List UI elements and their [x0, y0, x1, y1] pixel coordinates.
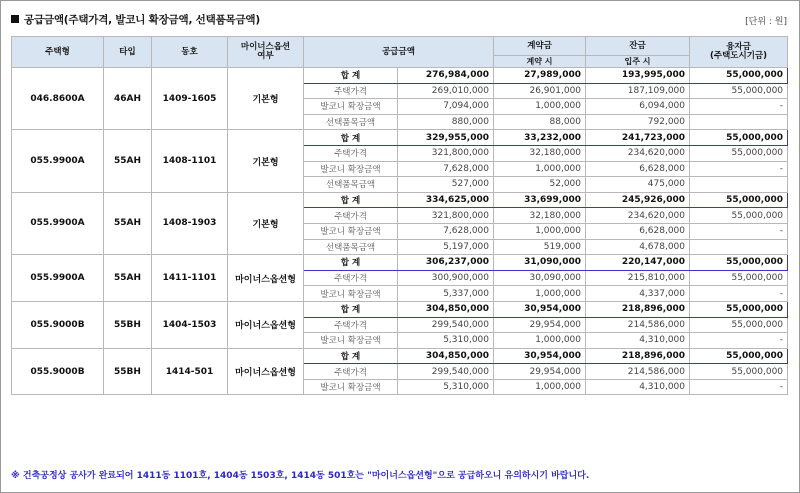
- cell-balance: 187,109,000: [586, 83, 690, 99]
- cell-amount: 306,237,000: [398, 255, 494, 271]
- cell-balance: 218,896,000: [586, 301, 690, 317]
- cell-amount: 5,310,000: [398, 333, 494, 349]
- cell-loan: 55,000,000: [690, 348, 788, 364]
- header-balance: 잔금: [586, 37, 690, 56]
- cell-unit: 1408-1903: [152, 192, 228, 254]
- cell-housing-type: 055.9000B: [12, 301, 104, 348]
- cell-unit: 1414-501: [152, 348, 228, 395]
- cell-unit: 1408-1101: [152, 130, 228, 192]
- cell-balance: 4,310,000: [586, 333, 690, 349]
- cell-amount: 321,800,000: [398, 208, 494, 224]
- cell-deposit: 30,954,000: [494, 348, 586, 364]
- cell-deposit: 1,000,000: [494, 161, 586, 177]
- cell-amount: 334,625,000: [398, 192, 494, 208]
- cell-category: 주택가격: [304, 270, 398, 286]
- cell-balance: 475,000: [586, 177, 690, 193]
- cell-loan: 55,000,000: [690, 301, 788, 317]
- cell-amount: 5,337,000: [398, 286, 494, 302]
- cell-loan: 55,000,000: [690, 83, 788, 99]
- cell-type: 55AH: [104, 130, 152, 192]
- cell-balance: 234,620,000: [586, 145, 690, 161]
- cell-deposit: 1,000,000: [494, 333, 586, 349]
- cell-balance: 6,628,000: [586, 223, 690, 239]
- cell-deposit: 26,901,000: [494, 83, 586, 99]
- cell-amount: 7,628,000: [398, 161, 494, 177]
- cell-deposit: 32,180,000: [494, 145, 586, 161]
- cell-type: 55AH: [104, 255, 152, 302]
- cell-housing-type: 055.9900A: [12, 255, 104, 302]
- cell-deposit: 31,090,000: [494, 255, 586, 271]
- cell-amount: 880,000: [398, 114, 494, 130]
- cell-loan: [690, 239, 788, 255]
- header-unit: 동호: [152, 37, 228, 68]
- table-row-total: [12, 255, 788, 271]
- cell-option: 기본형: [228, 68, 304, 130]
- cell-type: 55AH: [104, 192, 152, 254]
- cell-category: 발코니 확장금액: [304, 99, 398, 115]
- supply-price-table: [11, 36, 788, 395]
- cell-loan: [690, 114, 788, 130]
- cell-loan: -: [690, 379, 788, 395]
- header-type: 타입: [104, 37, 152, 68]
- cell-amount: 7,094,000: [398, 99, 494, 115]
- cell-deposit: 1,000,000: [494, 99, 586, 115]
- cell-loan: 55,000,000: [690, 317, 788, 333]
- cell-loan: -: [690, 286, 788, 302]
- cell-deposit: 32,180,000: [494, 208, 586, 224]
- header-minus-option-text: 마이너스옵션 여부: [240, 42, 291, 61]
- table-body: [12, 68, 788, 395]
- cell-deposit: 29,954,000: [494, 364, 586, 380]
- cell-balance: 193,995,000: [586, 68, 690, 84]
- cell-balance: 234,620,000: [586, 208, 690, 224]
- cell-deposit: 29,954,000: [494, 317, 586, 333]
- header-minus-option: [228, 37, 304, 68]
- cell-loan: 55,000,000: [690, 208, 788, 224]
- cell-loan: 55,000,000: [690, 192, 788, 208]
- cell-balance: 220,147,000: [586, 255, 690, 271]
- unit-label: [단위 : 원]: [745, 17, 787, 27]
- cell-loan: -: [690, 223, 788, 239]
- cell-amount: 299,540,000: [398, 317, 494, 333]
- cell-category: 주택가격: [304, 364, 398, 380]
- cell-amount: 5,197,000: [398, 239, 494, 255]
- cell-loan: -: [690, 161, 788, 177]
- cell-housing-type: 055.9900A: [12, 130, 104, 192]
- table-row-total: [12, 301, 788, 317]
- cell-category: 합 계: [304, 348, 398, 364]
- square-bullet-icon: [11, 15, 19, 23]
- cell-deposit: 1,000,000: [494, 223, 586, 239]
- cell-housing-type: 055.9000B: [12, 348, 104, 395]
- header-deposit: 계약금: [494, 37, 586, 56]
- cell-category: 발코니 확장금액: [304, 286, 398, 302]
- cell-loan: [690, 177, 788, 193]
- cell-deposit: 33,699,000: [494, 192, 586, 208]
- cell-category: 선택품목금액: [304, 177, 398, 193]
- cell-loan: 55,000,000: [690, 130, 788, 146]
- table-row-total: [12, 192, 788, 208]
- footnote: ※ 건축공정상 공사가 완료되어 1411동 1101호, 1404동 1503호, 1414동 501호는 "마이너스옵션형"으로 공급하오니 유의하시기 바랍니다.: [11, 471, 590, 481]
- cell-option: 마이너스옵션형: [228, 301, 304, 348]
- header-housing-type: 주택형: [12, 37, 104, 68]
- cell-balance: 6,628,000: [586, 161, 690, 177]
- cell-deposit: 30,090,000: [494, 270, 586, 286]
- cell-balance: 214,586,000: [586, 317, 690, 333]
- cell-amount: 7,628,000: [398, 223, 494, 239]
- cell-category: 선택품목금액: [304, 239, 398, 255]
- cell-category: 합 계: [304, 301, 398, 317]
- cell-deposit: 33,232,000: [494, 130, 586, 146]
- cell-deposit: 52,000: [494, 177, 586, 193]
- cell-amount: 5,310,000: [398, 379, 494, 395]
- section-title: [11, 12, 260, 27]
- cell-deposit: 519,000: [494, 239, 586, 255]
- cell-amount: 269,010,000: [398, 83, 494, 99]
- cell-deposit: 27,989,000: [494, 68, 586, 84]
- cell-option: 기본형: [228, 192, 304, 254]
- cell-amount: 527,000: [398, 177, 494, 193]
- cell-category: 주택가격: [304, 83, 398, 99]
- cell-type: 55BH: [104, 348, 152, 395]
- cell-option: 마이너스옵션형: [228, 255, 304, 302]
- cell-deposit: 1,000,000: [494, 286, 586, 302]
- cell-balance: 218,896,000: [586, 348, 690, 364]
- cell-category: 발코니 확장금액: [304, 223, 398, 239]
- cell-category: 합 계: [304, 130, 398, 146]
- cell-unit: 1404-1503: [152, 301, 228, 348]
- cell-housing-type: 046.8600A: [12, 68, 104, 130]
- header-loan: [690, 37, 788, 68]
- cell-loan: -: [690, 333, 788, 349]
- header-balance-timing: 입주 시: [586, 56, 690, 68]
- cell-amount: 299,540,000: [398, 364, 494, 380]
- table-row-total: [12, 68, 788, 84]
- header-deposit-timing: 계약 시: [494, 56, 586, 68]
- cell-balance: 792,000: [586, 114, 690, 130]
- cell-amount: 304,850,000: [398, 301, 494, 317]
- cell-unit: 1409-1605: [152, 68, 228, 130]
- cell-amount: 304,850,000: [398, 348, 494, 364]
- cell-unit: 1411-1101: [152, 255, 228, 302]
- cell-type: 55BH: [104, 301, 152, 348]
- section-title-text: 공급금액(주택가격, 발코니 확장금액, 선택품목금액): [24, 14, 260, 26]
- cell-category: 발코니 확장금액: [304, 333, 398, 349]
- cell-category: 주택가격: [304, 208, 398, 224]
- cell-category: 합 계: [304, 192, 398, 208]
- cell-loan: -: [690, 99, 788, 115]
- cell-balance: 245,926,000: [586, 192, 690, 208]
- cell-loan: 55,000,000: [690, 364, 788, 380]
- table-row-total: [12, 130, 788, 146]
- header-supply-amount: 공급금액: [304, 37, 494, 68]
- cell-category: 주택가격: [304, 317, 398, 333]
- cell-type: 46AH: [104, 68, 152, 130]
- cell-balance: 4,678,000: [586, 239, 690, 255]
- cell-balance: 4,337,000: [586, 286, 690, 302]
- cell-amount: 329,955,000: [398, 130, 494, 146]
- header-loan-text: 융자금 (주택도시기금): [709, 42, 768, 61]
- cell-balance: 4,310,000: [586, 379, 690, 395]
- cell-category: 주택가격: [304, 145, 398, 161]
- cell-balance: 215,810,000: [586, 270, 690, 286]
- cell-category: 선택품목금액: [304, 114, 398, 130]
- cell-category: 합 계: [304, 255, 398, 271]
- cell-category: 발코니 확장금액: [304, 379, 398, 395]
- cell-deposit: 88,000: [494, 114, 586, 130]
- cell-category: 합 계: [304, 68, 398, 84]
- cell-balance: 241,723,000: [586, 130, 690, 146]
- cell-loan: 55,000,000: [690, 145, 788, 161]
- cell-housing-type: 055.9900A: [12, 192, 104, 254]
- cell-deposit: 30,954,000: [494, 301, 586, 317]
- cell-option: 마이너스옵션형: [228, 348, 304, 395]
- table-row-total: [12, 348, 788, 364]
- cell-balance: 214,586,000: [586, 364, 690, 380]
- cell-amount: 276,984,000: [398, 68, 494, 84]
- cell-amount: 300,900,000: [398, 270, 494, 286]
- cell-balance: 6,094,000: [586, 99, 690, 115]
- cell-loan: 55,000,000: [690, 255, 788, 271]
- cell-amount: 321,800,000: [398, 145, 494, 161]
- cell-loan: 55,000,000: [690, 68, 788, 84]
- cell-option: 기본형: [228, 130, 304, 192]
- cell-category: 발코니 확장금액: [304, 161, 398, 177]
- cell-loan: 55,000,000: [690, 270, 788, 286]
- cell-deposit: 1,000,000: [494, 379, 586, 395]
